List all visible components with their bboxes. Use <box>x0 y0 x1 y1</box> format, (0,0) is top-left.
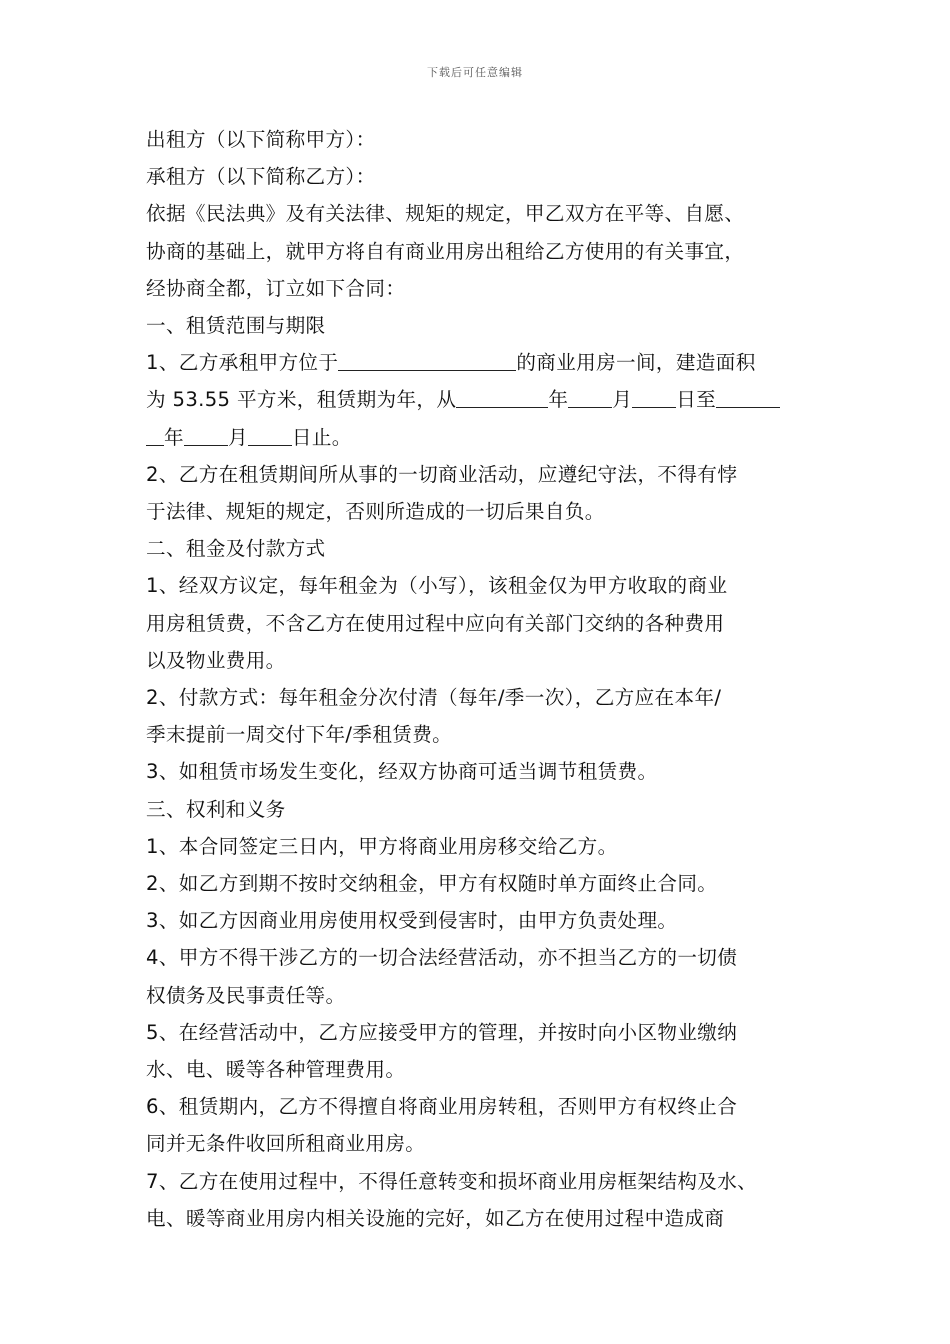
clause-3-3: 3、如乙方因商业用房使用权受到侵害时，由甲方负责处理。 <box>146 909 678 933</box>
clause-1-1-line-2 <box>146 381 821 418</box>
start-day-blank[interactable] <box>632 387 676 408</box>
clause-2-1-line-2: 用房租赁费，不含乙方在使用过程中应向有关部门交纳的各种费用 <box>146 611 725 635</box>
clause-2-2-line-2: 季末提前一周交付下年/季租赁费。 <box>146 723 453 747</box>
clause-1-2-line-1: 2、乙方在租赁期间所从事的一切商业活动，应遵纪守法，不得有悖 <box>146 462 738 486</box>
lessee-line: 承租方（以下简称乙方）： <box>146 165 376 189</box>
address-blank[interactable] <box>338 350 516 371</box>
clause-text: 日至 <box>676 388 717 412</box>
clause-text: 年 <box>164 425 184 449</box>
clause-text: 1、乙方承租甲方位于 <box>146 351 339 375</box>
clause-2-3: 3、如租赁市场发生变化，经双方协商可适当调节租赁费。 <box>146 760 658 784</box>
section-heading-1: 一、租赁范围与期限 <box>146 314 326 338</box>
end-month-blank[interactable] <box>184 425 228 446</box>
end-day-blank[interactable] <box>248 425 292 446</box>
clause-text: 年 <box>548 388 569 412</box>
section-heading-2: 二、租金及付款方式 <box>146 537 326 561</box>
clause-3-7-line-1: 7、乙方在使用过程中，不得任意转变和损坏商业用房框架结构及水、 <box>146 1169 758 1193</box>
preamble-line-1: 依据《民法典》及有关法律、规矩的规定，甲乙双方在平等、自愿、 <box>146 202 745 226</box>
start-month-blank[interactable] <box>568 387 612 408</box>
clause-1-1-line-3 <box>146 419 821 456</box>
clause-3-4-line-2: 权债务及民事责任等。 <box>146 983 346 1007</box>
clause-3-1: 1、本合同签定三日内，甲方将商业用房移交给乙方。 <box>146 834 618 858</box>
clause-text: 日止。 <box>291 425 352 449</box>
clause-1-1-line-1 <box>146 344 821 381</box>
section-heading-3: 三、权利和义务 <box>146 797 286 821</box>
clause-3-5-line-1: 5、在经营活动中，乙方应接受甲方的管理，并按时向小区物业缴纳 <box>146 1020 738 1044</box>
lessor-line: 出租方（以下简称甲方）： <box>146 128 376 151</box>
preamble-line-3: 经协商全都，订立如下合同： <box>146 276 406 300</box>
clause-text: 月 <box>612 388 633 412</box>
clause-2-1-line-1: 1、经双方议定，每年租金为（小写），该租金仅为甲方收取的商业 <box>146 574 728 598</box>
preamble-line-2: 协商的基础上，就甲方将自有商业用房出租给乙方使用的有关事宜， <box>146 239 745 263</box>
clause-3-6-line-2: 同并无条件收回所租商业用房。 <box>146 1132 426 1156</box>
clause-3-2: 2、如乙方到期不按时交纳租金，甲方有权随时单方面终止合同。 <box>146 872 718 896</box>
page-header-note: 下载后可任意编辑 <box>427 66 523 79</box>
clause-2-2-line-1: 2、付款方式：每年租金分次付清（每年/季一次），乙方应在本年/ <box>146 686 722 710</box>
contract-body <box>146 121 821 1237</box>
clause-3-5-line-2: 水、电、暖等各种管理费用。 <box>146 1058 406 1082</box>
clause-1-2-line-2: 于法律、规矩的规定，否则所造成的一切后果自负。 <box>146 500 605 524</box>
clause-3-6-line-1: 6、租赁期内，乙方不得擅自将商业用房转租，否则甲方有权终止合 <box>146 1095 738 1119</box>
clause-2-1-line-3: 以及物业费用。 <box>146 648 286 672</box>
clause-text: 月 <box>227 425 248 449</box>
clause-3-7-line-2: 电、暖等商业用房内相关设施的完好，如乙方在使用过程中造成商 <box>146 1206 725 1230</box>
end-year-blank-part-2[interactable] <box>146 425 164 446</box>
clause-3-4-line-1: 4、甲方不得干涉乙方的一切合法经营活动，亦不担当乙方的一切债 <box>146 946 738 970</box>
start-year-blank[interactable] <box>456 387 548 408</box>
clause-text: 的商业用房一间，建造面积 <box>516 351 756 375</box>
end-year-blank-part-1[interactable] <box>716 387 780 408</box>
clause-text: 为 53.55 平方米，租赁期为年，从 <box>146 388 457 412</box>
